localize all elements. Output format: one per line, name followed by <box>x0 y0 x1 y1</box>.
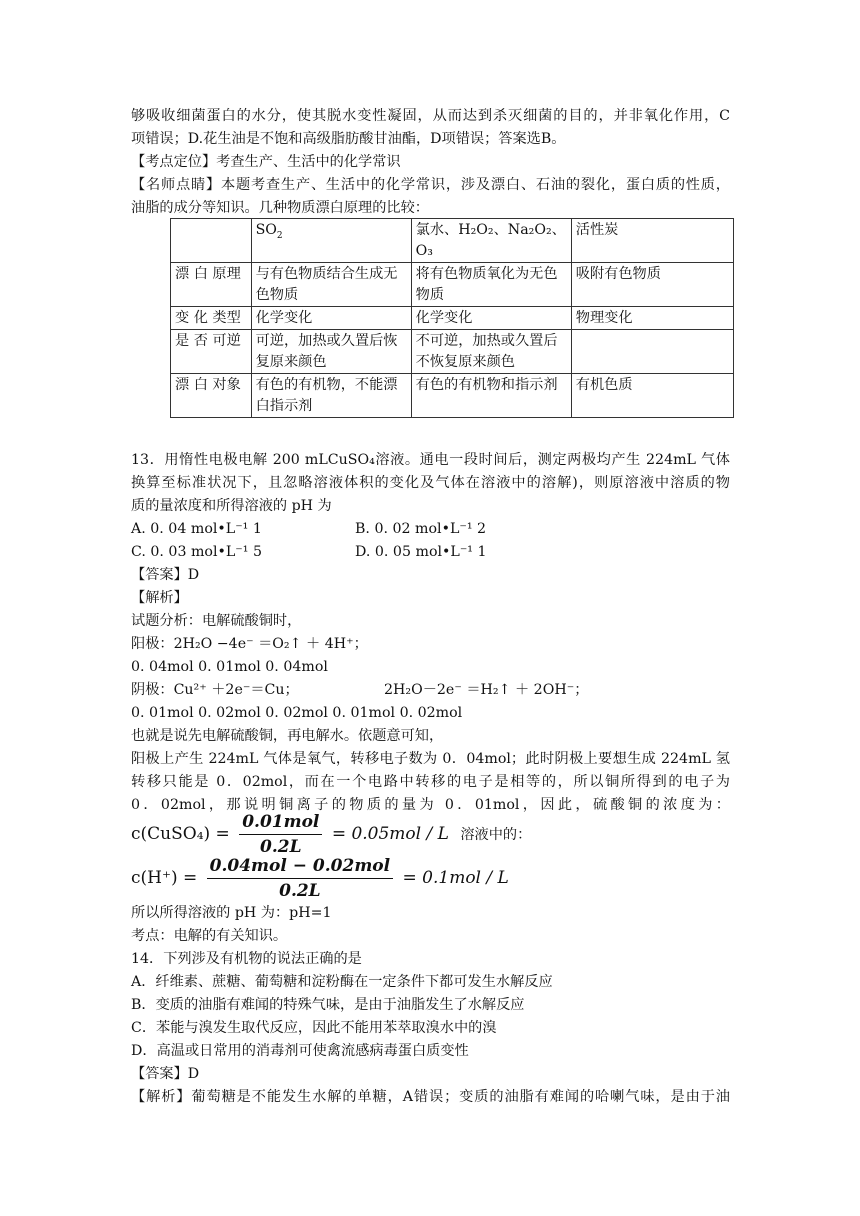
table-row <box>171 307 734 330</box>
cathode-equation: 阴极：Cu²⁺ ＋2e⁻＝Cu； <box>131 682 299 698</box>
table-cell: 有机色质 <box>571 374 733 418</box>
question-13-stem: 13．用惰性电极电解 200 mLCuSO₄溶液。通电一段时间后，测定两极均产生 224mL 气体 <box>131 452 730 468</box>
table-cell: 吸附有色物质 <box>571 263 733 307</box>
table-row <box>171 374 734 418</box>
text-line: 【名师点睛】本题考查生产、生活中的化学常识，涉及漂白、石油的裂化，蛋白质的性质， <box>131 177 730 193</box>
option-b: B．变质的油脂有难闻的特殊气味，是由于油脂发生了水解反应 <box>131 997 525 1013</box>
option-c: C. 0. 03 mol•L⁻¹ 5 <box>131 544 263 560</box>
option-a: A. 0. 04 mol•L⁻¹ 1 <box>131 521 262 537</box>
text-line: 考点：电解的有关知识。 <box>131 928 288 944</box>
formula-denominator: 0.2L <box>260 837 302 857</box>
text-line: 也就是说先电解硫酸铜，再电解水。依题意可知， <box>131 728 444 744</box>
answer-label: 【答案】D <box>131 567 200 583</box>
table-cell: 与有色物质结合生成无色物质 <box>251 263 411 307</box>
analysis-label: 【解析】 <box>131 590 188 606</box>
table-cell <box>171 219 252 263</box>
option-a: A．纤维素、蔗糖、葡萄糖和淀粉酶在一定条件下都可发生水解反应 <box>131 974 553 990</box>
table-cell: 有色的有机物和指示剂 <box>411 374 571 418</box>
option-b: B. 0. 02 mol•L⁻¹ 2 <box>355 521 487 537</box>
text-line: 转移只能是 0．02mol，而在一个电路中转移的电子是相等的，所以铜所得到的电子为 <box>131 774 730 790</box>
table-cell: 活性炭 <box>571 219 733 263</box>
formula-rhs: = 0.05mol / L <box>331 824 449 844</box>
formula-fraction <box>239 812 322 857</box>
formula-rhs: = 0.1mol / L <box>402 868 509 888</box>
text-line: 试题分析：电解硫酸铜时， <box>131 613 302 629</box>
option-d: D．高温或日常用的消毒剂可使禽流感病毒蛋白质变性 <box>131 1043 469 1059</box>
formula-h-ion <box>131 856 509 901</box>
table-cell: 物理变化 <box>571 307 733 330</box>
text-line: 够吸收细菌蛋白的水分，使其脱水变性凝固，从而达到杀灭细菌的目的，并非氧化作用，C <box>131 108 730 124</box>
text-line: 项错误；D.花生油是不饱和高级脂肪酸甘油酯，D项错误；答案选B。 <box>131 131 566 147</box>
text-line: 所以所得溶液的 pH 为：pH=1 <box>131 905 332 921</box>
text-line: 油脂的成分等知识。几种物质漂白原理的比较： <box>131 200 429 216</box>
table-row <box>171 330 734 374</box>
formula-cuso4 <box>131 812 531 857</box>
option-d: D. 0. 05 mol•L⁻¹ 1 <box>355 544 487 560</box>
cell-subscript: 2 <box>276 230 283 241</box>
table-row <box>171 263 734 307</box>
cathode-equation-water: 2H₂O－2e⁻ ＝H₂↑ ＋ 2OH⁻； <box>384 682 589 698</box>
cell-text: SO <box>255 222 277 238</box>
text-line: 【考点定位】考查生产、生活中的化学常识 <box>131 154 401 170</box>
question-13-stem: 换算至标准状况下，且忽略溶液体积的变化及气体在溶液中的溶解)，则原溶液中溶质的物 <box>131 475 730 491</box>
text-line: 阳极上产生 224mL 气体是氧气，转移电子数为 0．04mol；此时阴极上要想生成 224mL 氢 <box>131 751 730 767</box>
table-cell: 变 化 类型 <box>171 307 252 330</box>
cathode-amounts: 0. 01mol 0. 02mol 0. 02mol 0. 01mol 0. 02mol <box>131 705 463 721</box>
table-cell: 可逆，加热或久置后恢复原来颜色 <box>251 330 411 374</box>
formula-denominator: 0.2L <box>279 881 321 901</box>
option-c: C．苯能与溴发生取代反应，因此不能用苯萃取溴水中的溴 <box>131 1020 497 1036</box>
table-cell: 氯水、H₂O₂、Na₂O₂、O₃ <box>411 219 571 263</box>
table-cell: 化学变化 <box>411 307 571 330</box>
answer-label: 【答案】D <box>131 1066 200 1082</box>
table-cell <box>251 219 411 263</box>
table-cell: 不可逆，加热或久置后不恢复原来颜色 <box>411 330 571 374</box>
table-cell: 是 否 可逆 <box>171 330 252 374</box>
text-line: 0．02mol，那说明铜离子的物质的量为 0．01mol，因此，硫酸铜的浓度为： <box>131 797 730 813</box>
question-13-stem: 质的量浓度和所得溶液的 pH 为 <box>131 498 332 514</box>
anode-equation: 阳极：2H₂O −4e⁻ ＝O₂↑ ＋ 4H⁺； <box>131 636 368 652</box>
table-cell: 漂 白 对象 <box>171 374 252 418</box>
formula-tail: 溶液中的： <box>460 827 532 843</box>
formula-lhs: c(CuSO₄) = <box>131 824 230 844</box>
formula-lhs: c(H⁺) = <box>131 868 198 888</box>
table-cell: 化学变化 <box>251 307 411 330</box>
formula-numerator: 0.01mol <box>239 812 322 835</box>
bleach-comparison-table <box>170 218 734 418</box>
table-cell <box>571 330 733 374</box>
anode-amounts: 0. 04mol 0. 01mol 0. 04mol <box>131 659 328 675</box>
formula-fraction <box>207 856 393 901</box>
analysis-text: 【解析】葡萄糖是不能发生水解的单糖，A错误；变质的油脂有难闻的哈喇气味，是由于油 <box>131 1089 730 1105</box>
table-cell: 将有色物质氧化为无色物质 <box>411 263 571 307</box>
table-cell: 漂 白 原理 <box>171 263 252 307</box>
table-cell: 有色的有机物，不能漂白指示剂 <box>251 374 411 418</box>
formula-numerator: 0.04mol − 0.02mol <box>207 856 393 879</box>
question-14-stem: 14．下列涉及有机物的说法正确的是 <box>131 951 362 967</box>
table-row <box>171 219 734 263</box>
